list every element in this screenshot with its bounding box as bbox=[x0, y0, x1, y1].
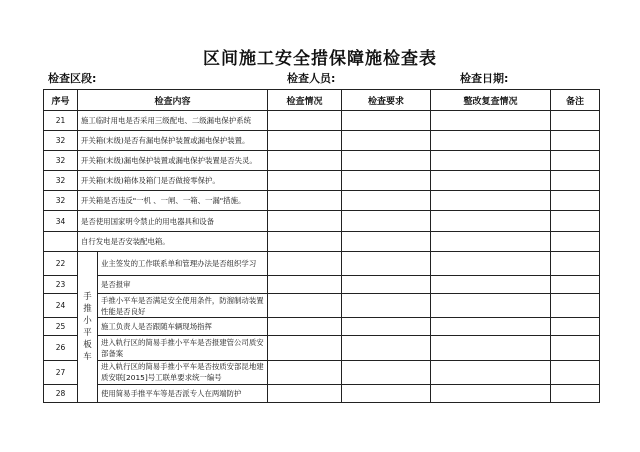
header-row bbox=[44, 90, 600, 111]
row-number: 25 bbox=[44, 318, 78, 336]
table-row bbox=[44, 231, 600, 251]
row-content: 使用简易手推平车等是否派专人在两端防护 bbox=[98, 384, 268, 402]
rectification-cell bbox=[431, 171, 551, 191]
row-content: 进入轨行区的简易手推小平车是否按质安部昆地建质安联[2015]号工联单要求统一编号 bbox=[98, 360, 268, 384]
table-row bbox=[44, 211, 600, 231]
remarks-cell bbox=[551, 231, 600, 251]
table-row bbox=[44, 360, 600, 384]
status-cell bbox=[268, 111, 342, 131]
rectification-cell bbox=[431, 191, 551, 211]
requirement-cell bbox=[342, 276, 431, 294]
row-number: 21 bbox=[44, 111, 78, 131]
remarks-cell bbox=[551, 276, 600, 294]
header-content: 检查内容 bbox=[78, 90, 268, 111]
rectification-cell bbox=[431, 276, 551, 294]
header-rectification: 整改复查情况 bbox=[431, 90, 551, 111]
row-number: 32 bbox=[44, 151, 78, 171]
group-label bbox=[78, 251, 98, 402]
row-content: 业主签发的工作联系单和管理办法是否组织学习 bbox=[98, 251, 268, 275]
header-seq: 序号 bbox=[44, 90, 78, 111]
requirement-cell bbox=[342, 171, 431, 191]
requirement-cell bbox=[342, 231, 431, 251]
rectification-cell bbox=[431, 384, 551, 402]
rectification-cell bbox=[431, 211, 551, 231]
row-content: 手推小平车是否满足安全使用条件，防溜制动装置性能是否良好 bbox=[98, 294, 268, 318]
remarks-cell bbox=[551, 151, 600, 171]
row-content: 自行发电是否安装配电箱。 bbox=[78, 231, 268, 251]
remarks-cell bbox=[551, 191, 600, 211]
remarks-cell bbox=[551, 251, 600, 275]
requirement-cell bbox=[342, 151, 431, 171]
requirement-cell bbox=[342, 251, 431, 275]
header-requirement: 检查要求 bbox=[342, 90, 431, 111]
row-number: 28 bbox=[44, 384, 78, 402]
row-number: 24 bbox=[44, 294, 78, 318]
row-number bbox=[44, 231, 78, 251]
requirement-cell bbox=[342, 318, 431, 336]
group-label-text: 手推小平板车 bbox=[83, 291, 92, 362]
header-status: 检查情况 bbox=[268, 90, 342, 111]
remarks-cell bbox=[551, 111, 600, 131]
requirement-cell bbox=[342, 384, 431, 402]
remarks-cell bbox=[551, 211, 600, 231]
row-number: 27 bbox=[44, 360, 78, 384]
table-row bbox=[44, 294, 600, 318]
inspector-label: 检查人员: bbox=[287, 72, 336, 85]
status-cell bbox=[268, 131, 342, 151]
requirement-cell bbox=[342, 191, 431, 211]
table-row bbox=[44, 131, 600, 151]
table-row bbox=[44, 251, 600, 275]
requirement-cell bbox=[342, 111, 431, 131]
row-content: 开关箱(末级)箱体及箱门是否做接零保护。 bbox=[78, 171, 268, 191]
remarks-cell bbox=[551, 131, 600, 151]
table-row bbox=[44, 336, 600, 360]
header-remarks: 备注 bbox=[551, 90, 600, 111]
requirement-cell bbox=[342, 211, 431, 231]
row-number: 34 bbox=[44, 211, 78, 231]
row-content: 开关箱(末级)是否有漏电保护装置或漏电保护装置。 bbox=[78, 131, 268, 151]
table-row bbox=[44, 384, 600, 402]
row-content: 进入轨行区的简易手推小平车是否报建管公司质安部备案 bbox=[98, 336, 268, 360]
row-number: 32 bbox=[44, 171, 78, 191]
row-number: 26 bbox=[44, 336, 78, 360]
requirement-cell bbox=[342, 360, 431, 384]
status-cell bbox=[268, 251, 342, 275]
area-label: 检查区段: bbox=[48, 72, 97, 85]
remarks-cell bbox=[551, 294, 600, 318]
rectification-cell bbox=[431, 336, 551, 360]
requirement-cell bbox=[342, 131, 431, 151]
rectification-cell bbox=[431, 151, 551, 171]
status-cell bbox=[268, 231, 342, 251]
row-content: 施工负责人是否跟随车辆现场指挥 bbox=[98, 318, 268, 336]
rectification-cell bbox=[431, 294, 551, 318]
table-row bbox=[44, 191, 600, 211]
status-cell bbox=[268, 360, 342, 384]
table-row bbox=[44, 171, 600, 191]
table-row bbox=[44, 276, 600, 294]
status-cell bbox=[268, 294, 342, 318]
status-cell bbox=[268, 384, 342, 402]
remarks-cell bbox=[551, 318, 600, 336]
remarks-cell bbox=[551, 360, 600, 384]
status-cell bbox=[268, 318, 342, 336]
rectification-cell bbox=[431, 318, 551, 336]
rectification-cell bbox=[431, 131, 551, 151]
table-row bbox=[44, 151, 600, 171]
table-row bbox=[44, 111, 600, 131]
row-content: 开关箱(末级)漏电保护装置或漏电保护装置是否失灵。 bbox=[78, 151, 268, 171]
row-content: 是否报审 bbox=[98, 276, 268, 294]
table-row bbox=[44, 318, 600, 336]
rectification-cell bbox=[431, 111, 551, 131]
remarks-cell bbox=[551, 336, 600, 360]
requirement-cell bbox=[342, 294, 431, 318]
rectification-cell bbox=[431, 251, 551, 275]
status-cell bbox=[268, 211, 342, 231]
checklist-table bbox=[43, 89, 600, 403]
row-number: 32 bbox=[44, 191, 78, 211]
row-number: 22 bbox=[44, 251, 78, 275]
date-label: 检查日期: bbox=[460, 72, 509, 85]
row-number: 32 bbox=[44, 131, 78, 151]
row-number: 23 bbox=[44, 276, 78, 294]
page-title: 区间施工安全措保障施检查表 bbox=[203, 49, 437, 69]
row-content: 是否使用国家明令禁止的用电器具和设备 bbox=[78, 211, 268, 231]
status-cell bbox=[268, 276, 342, 294]
table-body-power bbox=[44, 111, 600, 252]
rectification-cell bbox=[431, 231, 551, 251]
row-content: 施工临时用电是否采用三级配电、二级漏电保护系统 bbox=[78, 111, 268, 131]
remarks-cell bbox=[551, 171, 600, 191]
status-cell bbox=[268, 151, 342, 171]
status-cell bbox=[268, 336, 342, 360]
row-content: 开关箱是否违反"一机 、一闸、一箱、一漏"措施。 bbox=[78, 191, 268, 211]
table-body-cart bbox=[44, 251, 600, 402]
requirement-cell bbox=[342, 336, 431, 360]
remarks-cell bbox=[551, 384, 600, 402]
status-cell bbox=[268, 171, 342, 191]
status-cell bbox=[268, 191, 342, 211]
rectification-cell bbox=[431, 360, 551, 384]
